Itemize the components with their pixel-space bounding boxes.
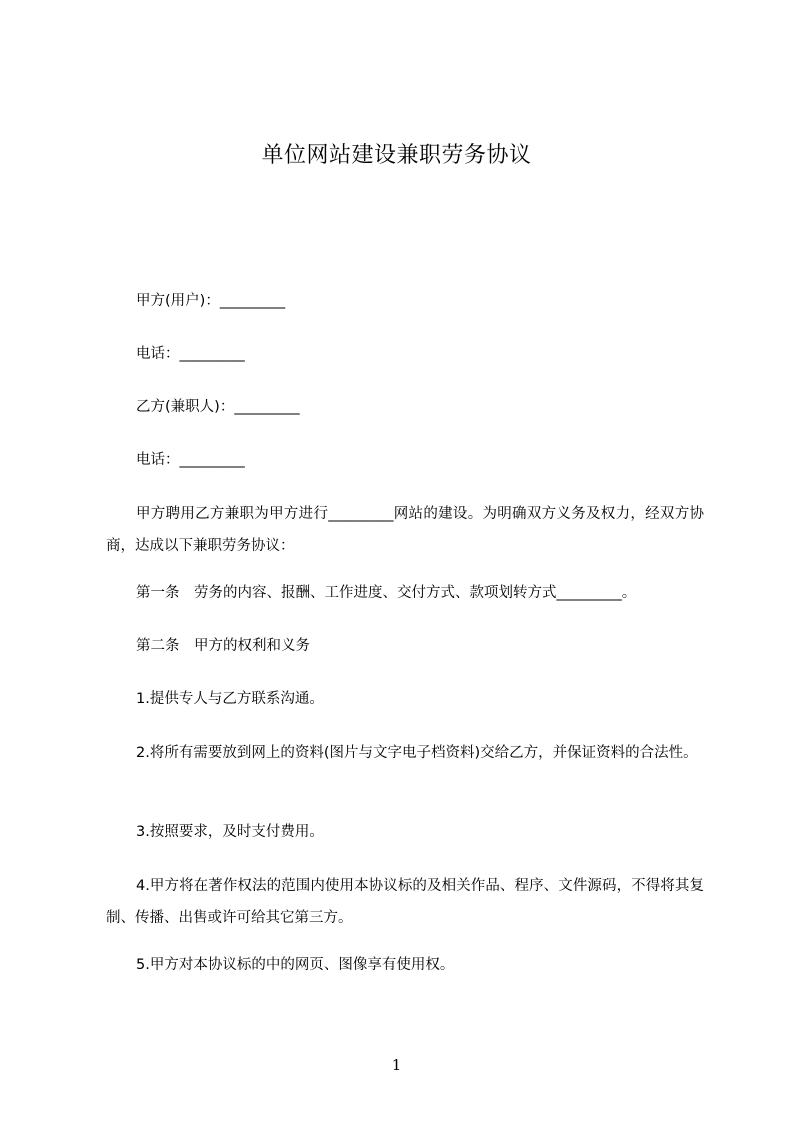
party-a-phone-field: 电话：_________	[136, 346, 245, 362]
list-item: 5.甲方对本协议标的中的网页、图像享有使用权。	[136, 957, 455, 973]
list-item: 3.按照要求，及时支付费用。	[136, 824, 324, 840]
intro-paragraph: 甲方聘用乙方兼职为甲方进行_________网站的建设。为明确双方义务及权力，经双方协商，达成以下兼职劳务协议：	[106, 506, 704, 554]
list-item: 1.提供专人与乙方联系沟通。	[136, 691, 324, 707]
party-b-phone-field: 电话：_________	[136, 452, 245, 468]
article-2-heading: 第二条 甲方的权利和义务	[136, 638, 310, 654]
article-1: 第一条 劳务的内容、报酬、工作进度、交付方式、款项划转方式_________。	[136, 585, 637, 601]
page-number: 1	[391, 1056, 402, 1074]
party-b-parttimer-field: 乙方(兼职人)：_________	[136, 399, 300, 415]
list-item: 4.甲方将在著作权法的范围内使用本协议标的及相关作品、程序、文件源码，不得将其复制、传播、出售或许可给其它第三方。	[106, 878, 704, 926]
party-a-user-field: 甲方(用户)：_________	[136, 293, 286, 309]
document-title: 单位网站建设兼职劳务协议	[261, 143, 532, 168]
list-item: 2.将所有需要放到网上的资料(图片与文字电子档资料)交给乙方，并保证资料的合法性。	[136, 745, 698, 761]
